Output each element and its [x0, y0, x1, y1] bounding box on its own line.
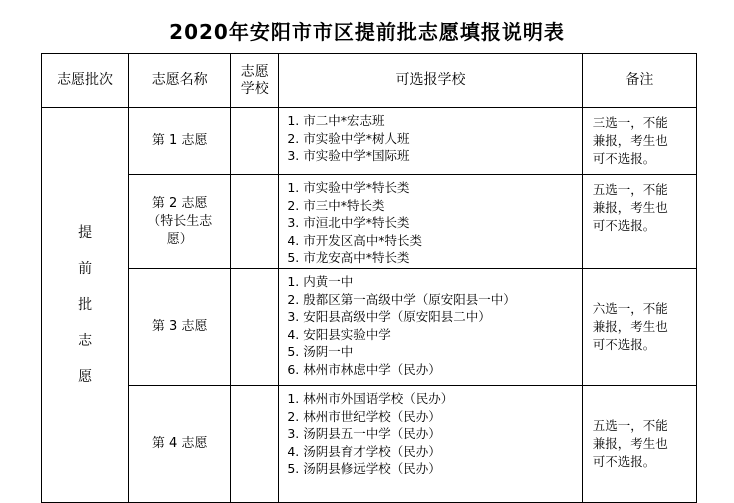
note-line: 兼报，考生也 — [592, 319, 668, 334]
list-item: 5. 汤阴县修远学校（民办） — [287, 461, 441, 476]
list-item: 2. 殷都区第一高级中学（原安阳县一中） — [287, 291, 516, 307]
list-item: 1. 内黄一中 — [287, 274, 354, 289]
list-item: 3. 市实验中学*国际班 — [287, 148, 410, 163]
header-row — [42, 54, 697, 108]
list-item: 5. 市龙安高中*特长类 — [287, 250, 410, 265]
header-school — [231, 54, 279, 108]
table-row — [42, 269, 697, 386]
volunteer-name: 愿） — [166, 231, 193, 247]
header-name: 志愿名称 — [129, 54, 231, 108]
batch-char: 提 — [78, 225, 93, 241]
school-list-cell — [279, 269, 582, 386]
list-item: 2. 林州市世纪学校（民办） — [287, 408, 441, 424]
volunteer-name: 第 3 志愿 — [151, 319, 208, 334]
note-cell — [582, 386, 696, 503]
volunteer-table — [41, 53, 697, 503]
header-batch: 志愿批次 — [42, 54, 129, 108]
list-item: 3. 市洹北中学*特长类 — [287, 215, 410, 230]
table-row — [42, 175, 697, 269]
note-cell — [582, 269, 696, 386]
list-item: 1. 市实验中学*特长类 — [287, 180, 410, 195]
volunteer-school-cell — [231, 175, 279, 269]
note-line: 可不选报。 — [592, 337, 656, 352]
batch-char: 前 — [78, 261, 93, 277]
note-line: 五选一，不能 — [592, 418, 668, 433]
volunteer-name: 第 1 志愿 — [151, 133, 208, 148]
note-line: 可不选报。 — [592, 454, 656, 469]
note-line: 可不选报。 — [592, 218, 656, 233]
list-item: 2. 市实验中学*树人班 — [287, 130, 410, 146]
volunteer-name-cell — [129, 269, 231, 386]
school-list-cell — [279, 386, 582, 503]
list-item: 4. 汤阴县育才学校（民办） — [287, 443, 441, 459]
note-line: 三选一，不能 — [592, 115, 668, 130]
document-title: 2020年安阳市市区提前批志愿填报说明表 — [169, 20, 565, 44]
note-line: 可不选报。 — [592, 151, 656, 166]
list-item: 4. 市开发区高中*特长类 — [287, 232, 422, 248]
school-list-cell — [279, 108, 582, 175]
note-line: 兼报，考生也 — [592, 133, 668, 148]
list-item: 2. 市三中*特长类 — [287, 197, 385, 213]
volunteer-name: 第 2 志愿 — [151, 195, 208, 211]
list-item: 1. 市二中*宏志班 — [287, 113, 385, 128]
note-line: 五选一，不能 — [592, 182, 668, 197]
note-cell — [582, 175, 696, 269]
header-school-line1: 志愿 — [240, 63, 269, 80]
note-line: 六选一，不能 — [592, 301, 668, 316]
list-item: 4. 安阳县实验中学 — [287, 326, 391, 342]
batch-char: 愿 — [78, 369, 93, 385]
volunteer-school-cell — [231, 386, 279, 503]
batch-char: 批 — [78, 297, 93, 313]
volunteer-name-cell — [129, 108, 231, 175]
header-options: 可选报学校 — [279, 54, 582, 108]
volunteer-name: （特长生志 — [147, 213, 213, 229]
batch-cell — [42, 108, 129, 503]
table-row — [42, 108, 697, 175]
list-item: 5. 汤阴一中 — [287, 344, 354, 359]
table-row — [42, 386, 697, 503]
list-item: 1. 林州市外国语学校（民办） — [287, 391, 454, 406]
volunteer-name: 第 4 志愿 — [151, 436, 208, 451]
list-item: 6. 林州市林虑中学（民办） — [287, 361, 441, 377]
note-cell — [582, 108, 696, 175]
list-item: 3. 安阳县高级中学（原安阳县二中） — [287, 309, 491, 324]
volunteer-school-cell — [231, 108, 279, 175]
header-school-line2: 学校 — [240, 80, 269, 97]
header-note: 备注 — [582, 54, 696, 108]
volunteer-name-cell — [129, 175, 231, 269]
note-line: 兼报，考生也 — [592, 200, 668, 215]
volunteer-name-cell — [129, 386, 231, 503]
note-line: 兼报，考生也 — [592, 436, 668, 451]
school-list-cell — [279, 175, 582, 269]
batch-char: 志 — [78, 333, 93, 349]
volunteer-school-cell — [231, 269, 279, 386]
list-item: 3. 汤阴县五一中学（民办） — [287, 426, 441, 441]
